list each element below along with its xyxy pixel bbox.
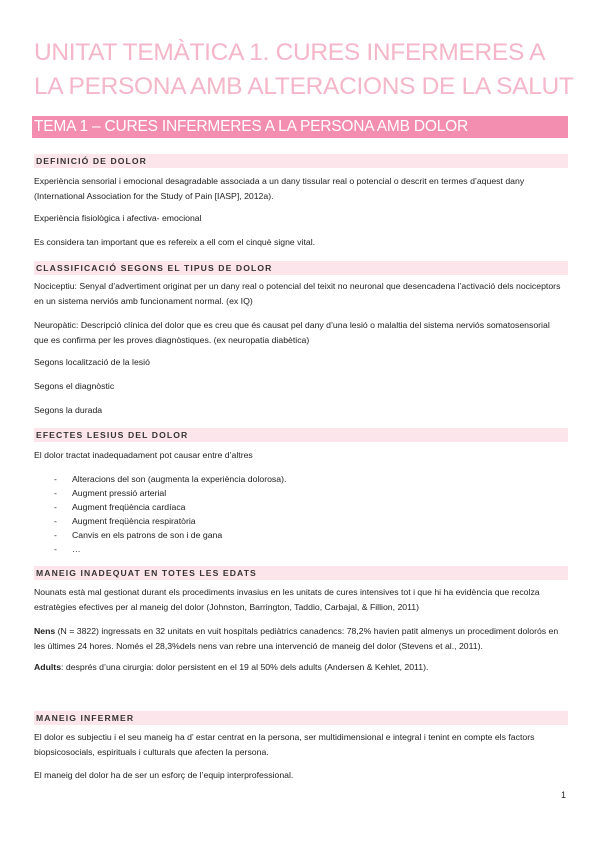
definition-paragraph-1: Experiència sensorial i emocional desagradable associada a un dany tissular real o potencial o descrit en termes d’aquest dany (International Association for the Study of Pain [IASP], 2012a). — [34, 176, 525, 201]
list-item: - Augment pressió arterial — [54, 488, 167, 498]
list-item: - Augment freqüència cardíaca — [54, 502, 186, 512]
adults-text: : després d’una cirurgia: dolor persistent en el 19 al 50% dels adults (Andersen & Kehlet, 2011). — [61, 662, 429, 672]
effects-intro: El dolor tractat inadequadament pot causar entre d’altres — [34, 450, 253, 460]
neuropathic-label: Neuropàtic: — [34, 320, 79, 330]
list-item: - Alteracions del son (augmenta la experiència dolorosa). — [54, 474, 287, 484]
nursing-paragraph-1: El dolor es subjectiu i el seu maneig ha d’ estar centrat en la persona, ser multidimensional e integral i tenint en compte els factors biopsicosocials, espirituals i culturals que afecten la persona. — [34, 732, 535, 757]
nociceptive-text: Senyal d’advertiment originat per un dany real o potencial del teixit no neuronal que desencadena l’activació dels nociceptors en un sistema nerviós amb funcionament normal. (ex IQ) — [34, 281, 561, 306]
neuropathic-paragraph — [34, 318, 564, 347]
section-heading-effects: EFECTES LESIUS DEL DOLOR — [34, 428, 568, 442]
list-item: - Augment freqüència respiratòria — [54, 516, 196, 526]
topic-title-bar: TEMA 1 – CURES INFERMERES A LA PERSONA AMB DOLOR — [32, 116, 568, 138]
page-number: 1 — [560, 790, 566, 800]
definition-paragraph-2: Experiència fisiològica i afectiva- emocional — [34, 213, 202, 223]
inadequate-paragraph-adults — [34, 660, 564, 675]
unit-title: UNITAT TEMÀTICA 1. CURES INFERMERES A LA PERSONA AMB ALTERACIONS DE LA SALUT — [34, 39, 574, 100]
children-text: (N = 3822) ingressats en 32 unitats en vuit hospitals pediàtrics canadencs: 78,2% havien patit almenys un procediment dolorós en les últimes 24 hores. Només el 28,3%dels nens van rebre una intervenció de maneig del dolor (Stevens et al., 2011). — [34, 626, 559, 651]
classification-item-location: Segons localització de la lesió — [34, 357, 150, 367]
inadequate-paragraph-newborns: Nounats està mal gestionat durant els procediments invasius en les unitats de cures intensives tot i que hi ha evidència que recolza estratègies efectives per al maneig del dolor (Johnston, Barrington, Taddio, Carbajal, & Fillion, 2011) — [34, 587, 540, 612]
definition-paragraph-3: Es considera tan important que es refereix a ell com el cinquè signe vital. — [34, 237, 316, 247]
nursing-paragraph-2: El maneig del dolor ha de ser un esforç de l’equip interprofessional. — [34, 770, 294, 780]
inadequate-paragraph-children — [34, 624, 564, 653]
classification-item-diagnosis: Segons el diagnòstic — [34, 381, 115, 391]
nociceptive-paragraph — [34, 279, 564, 308]
classification-item-duration: Segons la durada — [34, 405, 103, 415]
list-item: - Canvis en els patrons de son i de gana — [54, 530, 223, 540]
section-heading-nursing-management: MANEIG INFERMER — [34, 711, 568, 725]
adults-label: Adults — [34, 662, 62, 672]
list-item: - … — [54, 544, 81, 554]
section-heading-classification: CLASSIFICACIÓ SEGONS EL TIPUS DE DOLOR — [34, 261, 568, 275]
nociceptive-label: Nociceptiu: — [34, 281, 77, 291]
section-heading-inadequate-management: MANEIG INADEQUAT EN TOTES LES EDATS — [34, 566, 568, 580]
children-label: Nens — [34, 626, 56, 636]
neuropathic-text: Descripció clínica del dolor que es creu que és causat pel dany d’una lesió o malaltia del sistema nerviós somatosensorial que es confirma per les proves diagnòstiques. (ex neuropatia diabètica) — [34, 320, 550, 345]
section-heading-definition: DEFINICIÓ DE DOLOR — [34, 154, 568, 168]
